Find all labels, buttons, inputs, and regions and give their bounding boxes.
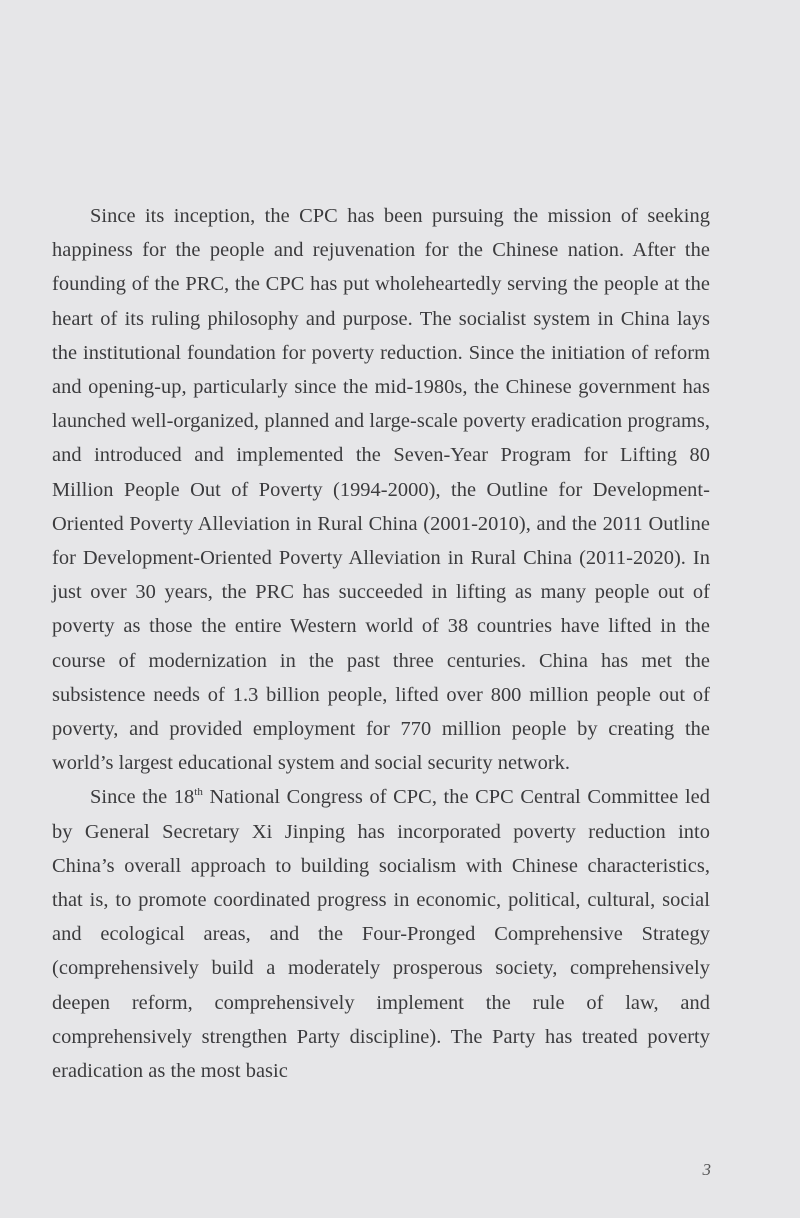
- body-text: [52, 199, 710, 1088]
- paragraph-2-text-end: National Congress of CPC, the CPC Central Committee led by General Secretary Xi Jinping has incorporated poverty reduction into China’s overall approach to building socialism with Chinese characteristics, that is, to promote coordinated progress in economic, political, cultural, social and ecological areas, and the Four-Pronged Comprehensive Strategy (comprehensively build a moderately prosperous society, comprehensively deepen reform, comprehensively implement the rule of law, and comprehensively strengthen Party discipline). The Party has treated poverty eradication as the most basic: [52, 786, 711, 1083]
- page-number: 3: [702, 1160, 711, 1179]
- paragraph-2: [52, 780, 710, 1088]
- paragraph-2-text-start: Since the 18: [90, 786, 195, 809]
- paragraph-1-text: Since its inception, the CPC has been pursuing the mission of seeking happiness for the people and rejuvenation for the Chinese nation. After the founding of the PRC, the CPC has put wholeheartedly serving the people at the heart of its ruling philosophy and purpose. The socialist system in China lays the institutional foundation for poverty reduction. Since the initiation of reform and opening-up, particularly since the mid-1980s, the Chinese government has launched well-organized, planned and large-scale poverty eradication programs, and introduced and implemented the Seven-Year Program for Lifting 80 Million People Out of Poverty (1994-2000), the Outline for Development-Oriented Poverty Alleviation in Rural China (2001-2010), and the 2011 Outline for Development-Oriented Poverty Alleviation in Rural China (2011-2020). In just over 30 years, the PRC has succeeded in lifting as many people out of poverty as those the entire Western world of 38 countries have lifted in the course of modernization in the past three centuries. China has met the subsistence needs of 1.3 billion people, lifted over 800 million people out of poverty, and provided employment for 770 million people by creating the world’s largest educational system and social security network.: [52, 205, 710, 775]
- ordinal-superscript: th: [194, 786, 203, 799]
- paragraph-1: [52, 199, 710, 780]
